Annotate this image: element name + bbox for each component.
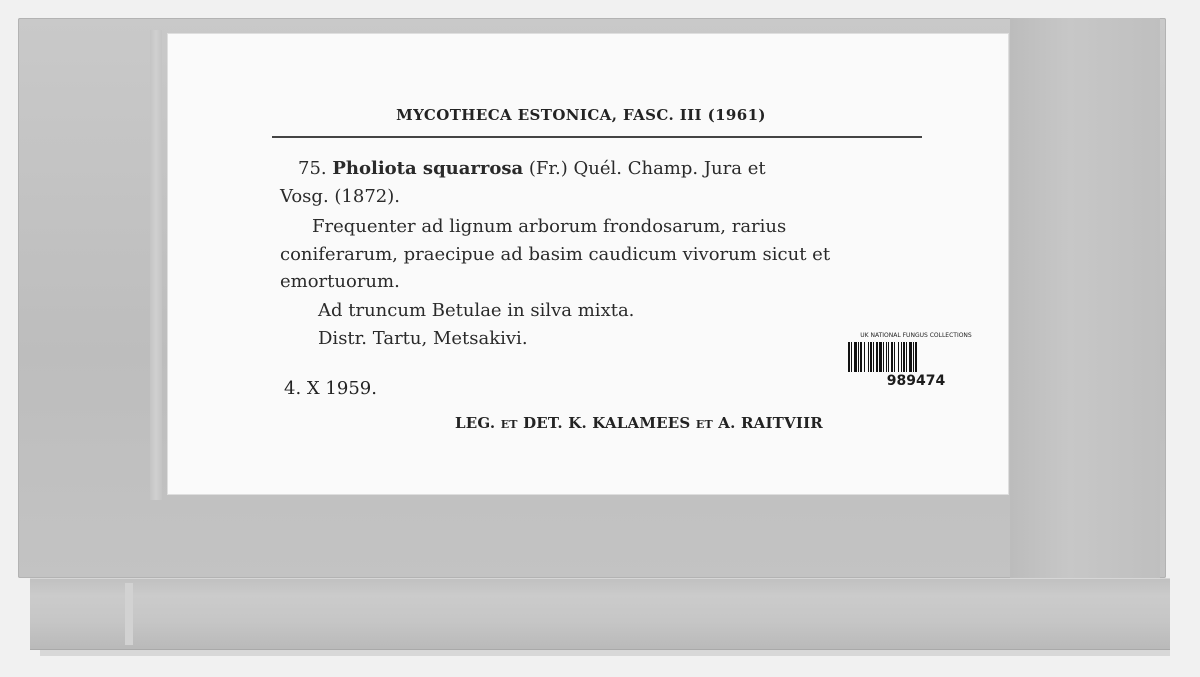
collection-date: 4. X 1959. xyxy=(284,378,377,399)
barcode-caption: UK NATIONAL FUNGUS COLLECTIONS xyxy=(860,332,972,339)
barcode-bars xyxy=(848,342,990,372)
locality-line: Distr. Tartu, Metsakivi. xyxy=(318,328,528,349)
entry-number: 75. xyxy=(298,158,327,179)
envelope-flap-fold xyxy=(125,583,133,645)
envelope-right-fold xyxy=(1010,18,1160,578)
envelope-crease xyxy=(150,30,162,500)
specimen-label xyxy=(168,34,1008,494)
entry-line xyxy=(298,158,766,179)
barcode xyxy=(842,332,990,392)
label-header: MYCOTHECA ESTONICA, FASC. III (1961) xyxy=(396,106,766,124)
header-rule xyxy=(272,136,922,138)
barcode-number: 989474 xyxy=(886,373,946,389)
habitat-line3: emortuorum. xyxy=(280,271,400,292)
barcode-bar xyxy=(915,342,917,372)
authority-line2: Vosg. (1872). xyxy=(280,186,400,207)
substrate-line: Ad truncum Betulae in silva mixta. xyxy=(318,300,635,321)
envelope-flap xyxy=(30,578,1170,650)
authority-line1: (Fr.) Quél. Champ. Jura et xyxy=(528,158,766,179)
species-name: Pholiota squarrosa xyxy=(332,158,524,179)
habitat-line1: Frequenter ad lignum arborum frondosarum, rarius xyxy=(312,216,787,237)
habitat-line2: coniferarum, praecipue ad basim caudicum vivorum sicut et xyxy=(280,244,831,265)
collectors-line: LEG. et DET. K. KALAMEES et A. RAITVIIR xyxy=(455,414,823,432)
envelope-bottom-edge xyxy=(40,650,1170,656)
